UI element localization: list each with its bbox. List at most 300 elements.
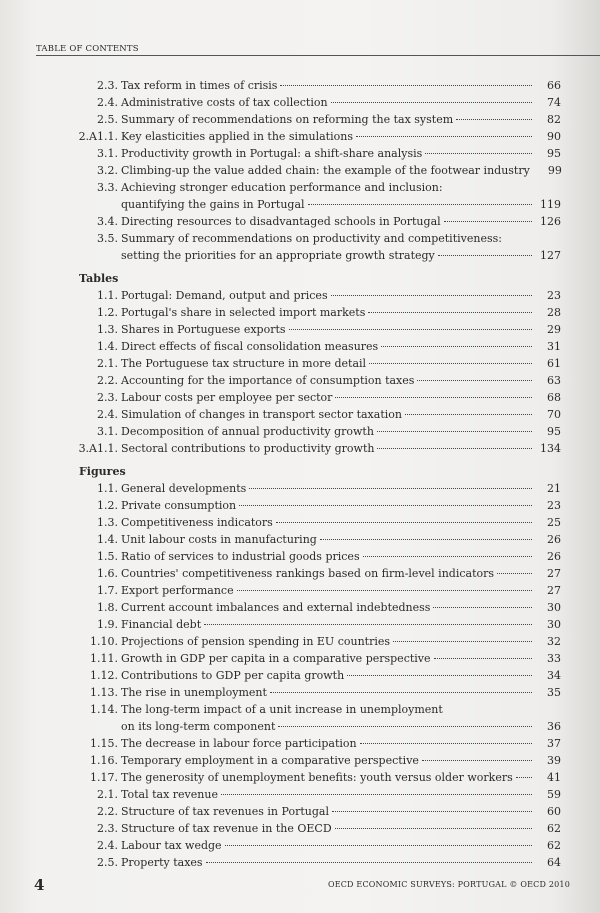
entry-number: 2.5. xyxy=(97,113,118,126)
entry-leader-line xyxy=(121,338,561,355)
entry-number: 1.15. xyxy=(90,737,118,750)
figure-entry[interactable] xyxy=(0,633,600,650)
table-entry[interactable] xyxy=(0,321,600,338)
dot-leader xyxy=(308,203,532,205)
dot-leader xyxy=(249,487,532,489)
entry-leader-line xyxy=(121,196,561,213)
entry-leader-line xyxy=(121,389,561,406)
entry-page-number: 61 xyxy=(547,357,561,370)
box-entry[interactable] xyxy=(0,213,600,230)
entry-page-number: 70 xyxy=(547,408,561,421)
figure-entry[interactable] xyxy=(0,599,600,616)
box-entry[interactable] xyxy=(0,94,600,111)
dot-leader xyxy=(239,504,532,506)
box-entry[interactable] xyxy=(0,145,600,162)
entry-title: Growth in GDP per capita in a comparative perspective xyxy=(121,652,431,665)
entry-title-line1: Achieving stronger education performance and inclusion: xyxy=(121,181,443,194)
entry-leader-line xyxy=(121,548,561,565)
entry-page-number: 99 xyxy=(547,164,562,177)
entry-number: 1.11. xyxy=(90,652,118,665)
entry-leader-line xyxy=(121,718,561,735)
entry-title: Accounting for the importance of consumption taxes xyxy=(121,374,415,387)
entry-page-number: 126 xyxy=(540,215,561,228)
table-entry[interactable] xyxy=(0,338,600,355)
entry-page-number: 66 xyxy=(547,79,561,92)
entry-page-number: 134 xyxy=(540,442,561,455)
entry-number: 1.6. xyxy=(97,567,118,580)
dot-leader xyxy=(280,84,532,86)
entry-page-number: 95 xyxy=(547,425,561,438)
entry-page-number: 60 xyxy=(547,805,561,818)
entry-title: The Portuguese tax structure in more detail xyxy=(121,357,367,370)
entry-title: Labour tax wedge xyxy=(121,839,222,852)
entry-title: Financial debt xyxy=(121,618,202,631)
entry-title: Temporary employment in a comparative perspective xyxy=(121,754,419,767)
entry-leader-line xyxy=(121,406,561,423)
entry-title-block xyxy=(121,179,561,213)
dot-leader xyxy=(516,776,532,778)
table-entry[interactable] xyxy=(0,287,600,304)
entry-page-number: 62 xyxy=(547,839,561,852)
entry-number: 1.3. xyxy=(97,516,118,529)
tables-list xyxy=(0,287,600,457)
entry-leader-line xyxy=(121,440,561,457)
entry-number: 1.2. xyxy=(97,306,118,319)
dot-leader xyxy=(363,555,532,557)
dot-leader xyxy=(368,311,532,313)
table-entry[interactable] xyxy=(0,304,600,321)
dot-leader xyxy=(405,413,532,415)
entry-leader-line xyxy=(121,372,561,389)
entry-page-number: 21 xyxy=(547,482,561,495)
entry-title-block xyxy=(121,128,561,145)
entry-number: 1.9. xyxy=(97,618,118,631)
figure-entry[interactable] xyxy=(0,786,600,803)
entry-number: 2.2. xyxy=(97,805,118,818)
figure-entry[interactable] xyxy=(0,837,600,854)
entry-number: 1.4. xyxy=(97,340,118,353)
entry-title-block xyxy=(121,633,561,650)
entry-number: 1.16. xyxy=(90,754,118,767)
entry-title: Portugal: Demand, output and prices xyxy=(121,289,328,302)
figure-entry[interactable] xyxy=(0,616,600,633)
entry-title: Current account imbalances and external indebtedness xyxy=(121,601,431,614)
entry-number: 1.1. xyxy=(97,289,118,302)
entry-leader-line xyxy=(121,423,561,440)
entry-number: 3.4. xyxy=(97,215,118,228)
entry-title: Directing resources to disadvantaged schools in Portugal xyxy=(121,215,441,228)
figure-entry[interactable] xyxy=(0,667,600,684)
entry-page-number: 39 xyxy=(547,754,561,767)
entry-title: Total tax revenue xyxy=(121,788,218,801)
dot-leader xyxy=(433,606,532,608)
entry-title: quantifying the gains in Portugal xyxy=(121,198,305,211)
entry-leader-line xyxy=(121,162,561,179)
entry-title-block xyxy=(121,616,561,633)
entry-title: on its long-term component xyxy=(121,720,276,733)
entry-title-block xyxy=(121,701,561,735)
dot-leader xyxy=(278,725,532,727)
figure-entry[interactable] xyxy=(0,854,600,871)
entry-title-block xyxy=(121,355,561,372)
entry-title-block xyxy=(121,599,561,616)
box-entry[interactable] xyxy=(0,111,600,128)
entry-page-number: 33 xyxy=(547,652,561,665)
tables-section-heading xyxy=(0,267,600,287)
dot-leader xyxy=(204,623,532,625)
entry-leader-line xyxy=(121,514,561,531)
entry-number: 3.1. xyxy=(97,425,118,438)
entry-title: The rise in unemployment xyxy=(121,686,267,699)
dot-leader xyxy=(356,135,532,137)
entry-number: 1.1. xyxy=(97,482,118,495)
entry-leader-line xyxy=(121,650,561,667)
entry-number: 1.4. xyxy=(97,533,118,546)
entry-leader-line xyxy=(121,616,561,633)
entry-leader-line xyxy=(121,111,561,128)
entry-title-block xyxy=(121,565,561,582)
entry-title-block xyxy=(121,684,561,701)
figures-heading: Figures xyxy=(79,465,126,478)
entry-leader-line xyxy=(121,287,561,304)
entry-leader-line xyxy=(121,667,561,684)
table-entry[interactable] xyxy=(0,423,600,440)
entry-title-block xyxy=(121,287,561,304)
entry-title: Portugal's share in selected import markets xyxy=(121,306,366,319)
entry-number: 1.17. xyxy=(90,771,118,784)
entry-number: 3.A1.1. xyxy=(78,442,118,455)
dot-leader xyxy=(381,345,532,347)
entry-page-number: 34 xyxy=(547,669,561,682)
dot-leader xyxy=(377,430,532,432)
entry-leader-line xyxy=(121,565,561,582)
table-entry[interactable] xyxy=(0,406,600,423)
figures-list xyxy=(0,480,600,871)
figure-entry[interactable] xyxy=(0,684,600,701)
figure-entry[interactable] xyxy=(0,735,600,752)
footer-publication: OECD ECONOMIC SURVEYS: PORTUGAL © OECD 2010 xyxy=(327,880,570,889)
entry-page-number: 62 xyxy=(547,822,561,835)
entry-leader-line xyxy=(121,599,561,616)
figure-entry[interactable] xyxy=(0,752,600,769)
dot-leader xyxy=(369,362,532,364)
entry-leader-line xyxy=(121,582,561,599)
entry-leader-line xyxy=(121,145,561,162)
entry-page-number: 32 xyxy=(547,635,561,648)
entry-page-number: 26 xyxy=(547,533,561,546)
table-entry[interactable] xyxy=(0,372,600,389)
entry-number: 1.2. xyxy=(97,499,118,512)
entry-leader-line xyxy=(121,497,561,514)
entry-leader-line xyxy=(121,321,561,338)
header-rule xyxy=(36,55,600,56)
entry-number: 3.3. xyxy=(97,181,118,194)
box-entry[interactable] xyxy=(0,230,600,264)
dot-leader xyxy=(360,742,532,744)
entry-leader-line xyxy=(121,769,561,786)
entry-page-number: 30 xyxy=(547,601,561,614)
entry-number: 1.3. xyxy=(97,323,118,336)
dot-leader xyxy=(438,254,532,256)
entry-title: Productivity growth in Portugal: a shift-share analysis xyxy=(121,147,423,160)
entry-number: 2.A1.1. xyxy=(78,130,118,143)
entry-title: Simulation of changes in transport sector taxation xyxy=(121,408,402,421)
entry-title: Contributions to GDP per capita growth xyxy=(121,669,345,682)
entry-title: setting the priorities for an appropriate growth strategy xyxy=(121,249,435,262)
page-number: 4 xyxy=(34,876,45,894)
entry-title-block xyxy=(121,406,561,423)
entry-title: Private consumption xyxy=(121,499,237,512)
dot-leader xyxy=(332,810,532,812)
entry-number: 1.5. xyxy=(97,550,118,563)
entry-title-block xyxy=(121,820,561,837)
entry-number: 1.10. xyxy=(90,635,118,648)
entry-title-block xyxy=(121,304,561,321)
entry-leader-line xyxy=(121,531,561,548)
entry-title-block xyxy=(121,338,561,355)
boxes-list xyxy=(0,77,600,264)
entry-title-line1: Summary of recommendations on productivity and competitiveness: xyxy=(121,232,502,245)
entry-number: 1.7. xyxy=(97,584,118,597)
entry-title-block xyxy=(121,213,561,230)
box-entry[interactable] xyxy=(0,128,600,145)
entry-number: 1.14. xyxy=(90,703,118,716)
dot-leader xyxy=(225,844,532,846)
dot-leader xyxy=(425,152,532,154)
entry-title: Shares in Portuguese exports xyxy=(121,323,286,336)
entry-title-block xyxy=(121,650,561,667)
table-entry[interactable] xyxy=(0,389,600,406)
entry-page-number: 23 xyxy=(547,499,561,512)
entry-title-block xyxy=(121,752,561,769)
entry-leader-line xyxy=(121,355,561,372)
entry-title-block xyxy=(121,514,561,531)
box-entry[interactable] xyxy=(0,77,600,94)
entry-title: Ratio of services to industrial goods prices xyxy=(121,550,360,563)
entry-title-block xyxy=(121,497,561,514)
entry-title: The generosity of unemployment benefits: youth versus older workers xyxy=(121,771,513,784)
entry-number: 2.2. xyxy=(97,374,118,387)
entry-title-block xyxy=(121,111,561,128)
entry-title-block xyxy=(121,230,561,264)
tables-heading: Tables xyxy=(79,272,119,285)
entry-page-number: 27 xyxy=(547,584,561,597)
entry-title: Export performance xyxy=(121,584,234,597)
entry-page-number: 35 xyxy=(547,686,561,699)
dot-leader xyxy=(335,827,532,829)
entry-number: 2.4. xyxy=(97,839,118,852)
entry-page-number: 26 xyxy=(547,550,561,563)
figure-entry[interactable] xyxy=(0,497,600,514)
entry-title-block xyxy=(121,854,561,871)
entry-leader-line xyxy=(121,633,561,650)
entry-number: 2.3. xyxy=(97,822,118,835)
entry-leader-line xyxy=(121,854,561,871)
entry-title-block xyxy=(121,423,561,440)
entry-page-number: 127 xyxy=(540,249,561,262)
figure-entry[interactable] xyxy=(0,769,600,786)
dot-leader xyxy=(276,521,532,523)
entry-title: Property taxes xyxy=(121,856,203,869)
figure-entry[interactable] xyxy=(0,548,600,565)
figure-entry[interactable] xyxy=(0,701,600,735)
entry-page-number: 74 xyxy=(547,96,561,109)
dot-leader xyxy=(393,640,532,642)
entry-title: Structure of tax revenue in the OECD xyxy=(121,822,332,835)
figure-entry[interactable] xyxy=(0,803,600,820)
entry-leader-line xyxy=(121,77,561,94)
entry-title: Tax reform in times of crisis xyxy=(121,79,278,92)
entry-leader-line xyxy=(121,94,561,111)
dot-leader xyxy=(331,101,532,103)
entry-number: 2.1. xyxy=(97,357,118,370)
entry-leader-line xyxy=(121,213,561,230)
dot-leader xyxy=(331,294,532,296)
dot-leader xyxy=(335,396,532,398)
entry-page-number: 59 xyxy=(547,788,561,801)
entry-leader-line xyxy=(121,803,561,820)
entry-title-block xyxy=(121,389,561,406)
entry-page-number: 82 xyxy=(547,113,561,126)
entry-page-number: 41 xyxy=(547,771,561,784)
figure-entry[interactable] xyxy=(0,650,600,667)
entry-page-number: 63 xyxy=(547,374,561,387)
entry-page-number: 29 xyxy=(547,323,561,336)
box-entry[interactable] xyxy=(0,179,600,213)
entry-leader-line xyxy=(121,480,561,497)
entry-page-number: 28 xyxy=(547,306,561,319)
entry-number: 2.1. xyxy=(97,788,118,801)
dot-leader xyxy=(456,118,532,120)
entry-title-block xyxy=(121,837,561,854)
entry-page-number: 95 xyxy=(547,147,561,160)
entry-title-block xyxy=(121,372,561,389)
entry-title: Summary of recommendations on reforming the tax system xyxy=(121,113,454,126)
entry-number: 1.8. xyxy=(97,601,118,614)
entry-leader-line xyxy=(121,820,561,837)
entry-title: Countries' competitiveness rankings based on firm-level indicators xyxy=(121,567,495,580)
entry-title-line1: The long-term impact of a unit increase in unemployment xyxy=(121,703,443,716)
entry-number: 2.5. xyxy=(97,856,118,869)
entry-title: The decrease in labour force participation xyxy=(121,737,357,750)
entry-number: 2.4. xyxy=(97,96,118,109)
entry-title: Climbing-up the value added chain: the example of the footwear industry xyxy=(121,164,530,177)
entry-title: Unit labour costs in manufacturing xyxy=(121,533,317,546)
dot-leader xyxy=(434,657,532,659)
dot-leader xyxy=(377,447,532,449)
entry-page-number: 90 xyxy=(547,130,561,143)
entry-page-number: 36 xyxy=(547,720,561,733)
entry-number: 2.3. xyxy=(97,391,118,404)
table-entry[interactable] xyxy=(0,355,600,372)
entry-leader-line xyxy=(121,837,561,854)
entry-title: Structure of tax revenues in Portugal xyxy=(121,805,329,818)
figure-entry[interactable] xyxy=(0,514,600,531)
entry-title: Decomposition of annual productivity growth xyxy=(121,425,374,438)
entry-leader-line xyxy=(121,247,561,264)
entry-leader-line xyxy=(121,735,561,752)
entry-title: Labour costs per employee per sector xyxy=(121,391,333,404)
box-entry[interactable] xyxy=(0,162,600,179)
figure-entry[interactable] xyxy=(0,480,600,497)
entry-page-number: 64 xyxy=(547,856,561,869)
entry-page-number: 37 xyxy=(547,737,561,750)
entry-title-block xyxy=(121,786,561,803)
entry-title: Direct effects of fiscal consolidation measures xyxy=(121,340,379,353)
entry-leader-line xyxy=(121,684,561,701)
figure-entry[interactable] xyxy=(0,531,600,548)
running-header: TABLE OF CONTENTS xyxy=(36,44,139,54)
entry-page-number: 119 xyxy=(540,198,561,211)
figure-entry[interactable] xyxy=(0,582,600,599)
entry-number: 1.12. xyxy=(90,669,118,682)
entry-leader-line xyxy=(121,752,561,769)
entry-page-number: 23 xyxy=(547,289,561,302)
entry-page-number: 68 xyxy=(547,391,561,404)
entry-title: Competitiveness indicators xyxy=(121,516,273,529)
figure-entry[interactable] xyxy=(0,820,600,837)
entry-title-block xyxy=(121,735,561,752)
table-entry[interactable] xyxy=(0,440,600,457)
entry-page-number: 31 xyxy=(547,340,561,353)
entry-number: 1.13. xyxy=(90,686,118,699)
dot-leader xyxy=(289,328,532,330)
dot-leader xyxy=(206,861,532,863)
figure-entry[interactable] xyxy=(0,565,600,582)
entry-title-block xyxy=(121,548,561,565)
entry-number: 3.2. xyxy=(97,164,118,177)
entry-title-block xyxy=(121,145,561,162)
entry-title: General developments xyxy=(121,482,247,495)
entry-title-block xyxy=(121,162,561,179)
entry-leader-line xyxy=(121,128,561,145)
entry-title-block xyxy=(121,769,561,786)
dot-leader xyxy=(444,220,532,222)
entry-page-number: 30 xyxy=(547,618,561,631)
entry-number: 2.3. xyxy=(97,79,118,92)
entry-title-block xyxy=(121,94,561,111)
dot-leader xyxy=(237,589,532,591)
entry-title-block xyxy=(121,321,561,338)
entry-page-number: 27 xyxy=(547,567,561,580)
entry-title: Administrative costs of tax collection xyxy=(121,96,328,109)
dot-leader xyxy=(320,538,532,540)
entry-title: Key elasticities applied in the simulations xyxy=(121,130,353,143)
entry-leader-line xyxy=(121,304,561,321)
entry-title-block xyxy=(121,480,561,497)
entry-number: 3.5. xyxy=(97,232,118,245)
entry-title-block xyxy=(121,440,561,457)
dot-leader xyxy=(417,379,532,381)
entry-title-block xyxy=(121,77,561,94)
entry-title: Projections of pension spending in EU countries xyxy=(121,635,391,648)
entry-title: Sectoral contributions to productivity growth xyxy=(121,442,375,455)
entry-number: 3.1. xyxy=(97,147,118,160)
figures-section-heading xyxy=(0,460,600,480)
dot-leader xyxy=(347,674,532,676)
dot-leader xyxy=(497,572,532,574)
entry-title-block xyxy=(121,531,561,548)
entry-leader-line xyxy=(121,786,561,803)
dot-leader xyxy=(422,759,532,761)
entry-page-number: 25 xyxy=(547,516,561,529)
entry-title-block xyxy=(121,803,561,820)
dot-leader xyxy=(270,691,532,693)
dot-leader xyxy=(221,793,532,795)
table-of-contents xyxy=(0,77,600,871)
entry-title-block xyxy=(121,582,561,599)
entry-number: 2.4. xyxy=(97,408,118,421)
